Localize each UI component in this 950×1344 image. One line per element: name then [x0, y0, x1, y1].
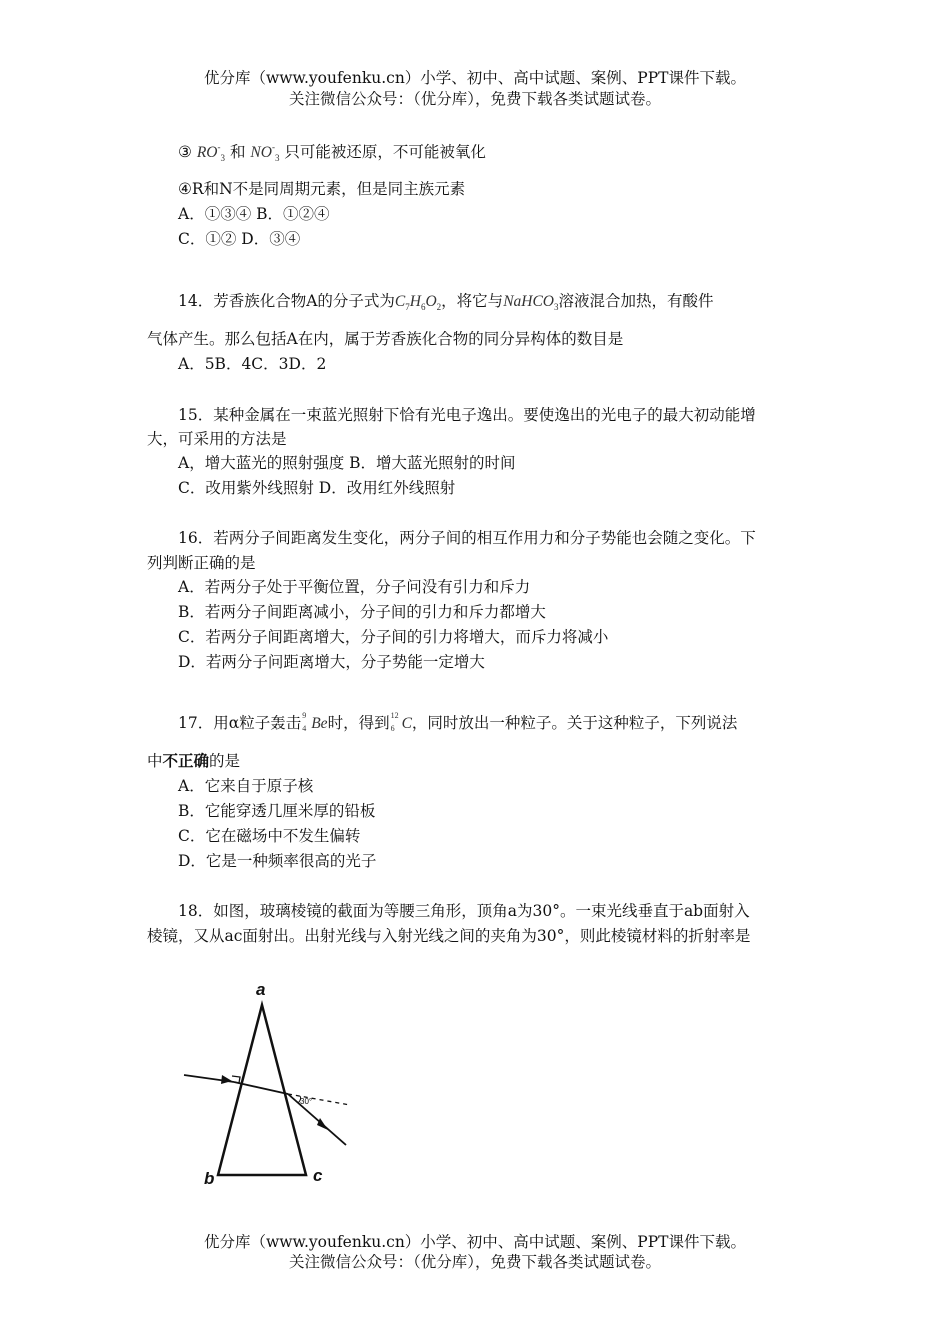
prism-figure [170, 975, 370, 1195]
q14-stem-line1: 14．芳香族化合物A的分子式为$C_7H_6O_2$，将它与NaHCO$_3$溶液混合加热，有酸件 [178, 292, 714, 312]
nuclide-be9: 9 4 Be [302, 711, 328, 734]
vertex-label-a: a [256, 980, 266, 999]
q17-option-c: C．它在磁场中不发生偏转 [178, 827, 361, 845]
q17-option-b: B．它能穿透几厘米厚的铅板 [178, 802, 376, 820]
formula-nahco3: NaHCO$_3$ [503, 293, 559, 312]
q16-option-b: B．若两分子间距离减小，分子间的引力和斥力都增大 [178, 603, 546, 621]
vertex-label-b: b [204, 1169, 215, 1188]
header-line-2: 关注微信公众号：（优分库），免费下载各类试题试卷。 [288, 90, 661, 108]
angle-label: 30° [300, 1097, 313, 1106]
vertex-label-c: c [313, 1166, 323, 1185]
internal-ray [234, 1082, 288, 1094]
q15-stem-line1: 15．某种金属在一束蓝光照射下恰有光电子逸出。要使逸出的光电子的最大初动能增 [178, 406, 756, 424]
q16-stem-line2: 列判断正确的是 [147, 554, 256, 572]
q15-stem-line2: 大，可采用的方法是 [147, 430, 287, 448]
q13-item3: ③ $RO^-_3$ 和 $NO^-_3$ 只可能被还原，不可能被氧化 [178, 142, 486, 163]
nuclide-c12: 12 6 C [390, 711, 412, 734]
q17-stem-line1: 17．用α粒子轰击 9 4 Be时，得到 12 6 C，同时放出一种粒子。关于这种粒子，下列说法 [178, 711, 738, 734]
q17-option-a: A．它来自于原子核 [178, 777, 314, 795]
q16-option-c: C．若两分子间距离增大，分子间的引力将增大，而斥力将减小 [178, 628, 609, 646]
formula-c7h6o2: $C_7H_6O_2$ [394, 293, 442, 312]
prism-triangle [218, 1005, 306, 1175]
q13-item4: ④R和N不是同周期元素，但是同主族元素 [178, 180, 466, 198]
formula-no3: $NO^-_3$ [250, 142, 280, 163]
q17-stem-line2: 中不正确的是 [147, 752, 241, 770]
q15-options-cd: C．改用紫外线照射 D．改用红外线照射 [178, 479, 456, 497]
q13-options-ab: A．①③④ B．①②④ [178, 205, 330, 223]
q18-stem-line2: 棱镜，又从ac面射出。出射光线与入射光线之间的夹角为30°，则此棱镜材料的折射率是 [147, 927, 751, 945]
q17-option-d: D．它是一种频率很高的光子 [178, 852, 377, 870]
formula-ro3: $RO^-_3$ [196, 142, 226, 163]
q18-stem-line1: 18．如图，玻璃棱镜的截面为等腰三角形，顶角a为30°。一束光线垂直于ab面射入 [178, 902, 750, 920]
q15-options-ab: A，增大蓝光的照射强度 B．增大蓝光照射的时间 [178, 454, 516, 472]
q16-option-d: D．若两分子问距离增大，分子势能一定增大 [178, 653, 485, 671]
incident-arrowhead [221, 1075, 232, 1084]
q13-options-cd: C．①② D．③④ [178, 230, 301, 248]
q16-stem-line1: 16．若两分子间距离发生变化，两分子间的相互作用力和分子势能也会随之变化。下 [178, 529, 756, 547]
q14-options: A．5B．4C．3D．2 [178, 355, 327, 373]
q14-stem-line2: 气体产生。那么包括A在内，属于芳香族化合物的同分异构体的数目是 [147, 330, 624, 348]
q16-option-a: A．若两分子处于平衡位置，分子问没有引力和斥力 [178, 578, 531, 596]
footer-line-2: 关注微信公众号：（优分库），免费下载各类试题试卷。 [288, 1253, 661, 1271]
footer-line-1: 优分库（www.youfenku.cn）小学、初中、高中试题、案例、PPT课件下载。 [203, 1233, 747, 1251]
header-line-1: 优分库（www.youfenku.cn）小学、初中、高中试题、案例、PPT课件下载。 [203, 69, 747, 87]
